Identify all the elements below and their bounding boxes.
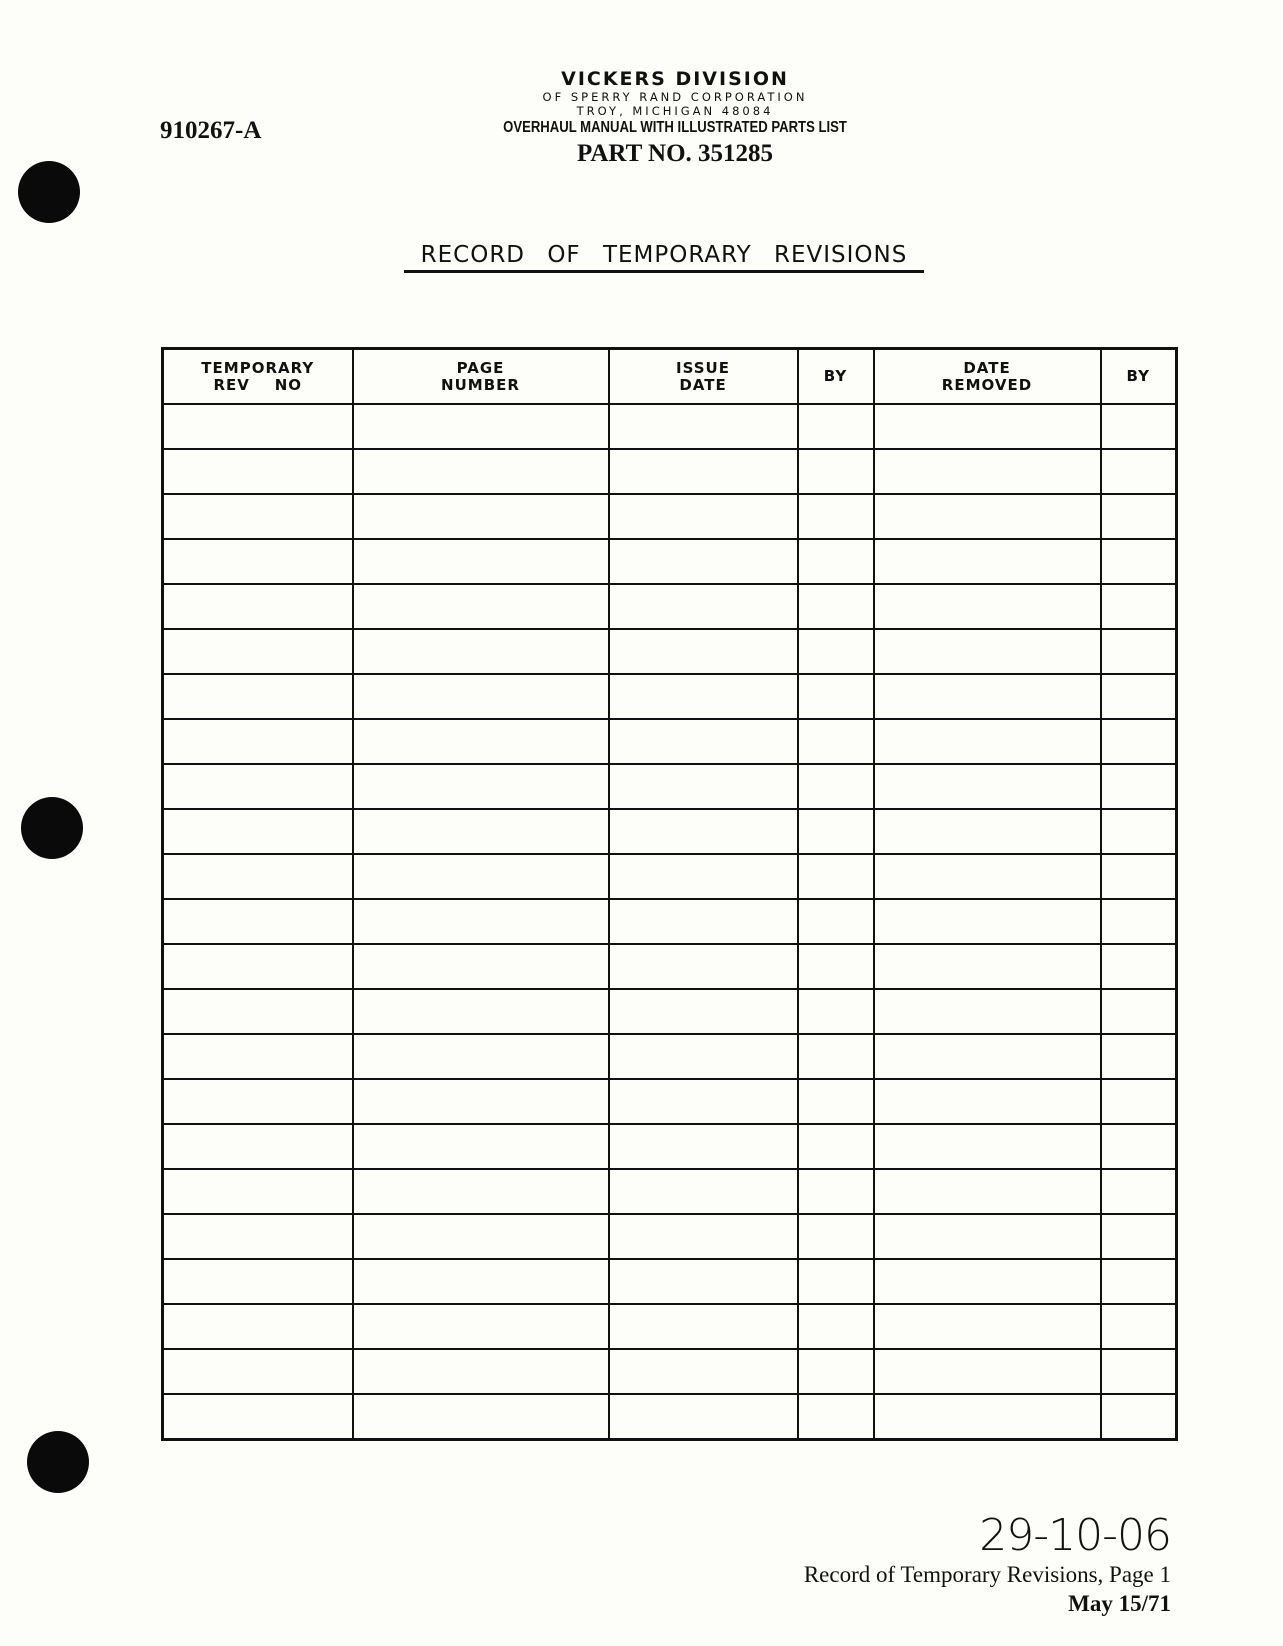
table-cell[interactable] [353,494,609,539]
table-cell[interactable] [798,449,874,494]
table-cell[interactable] [1101,584,1177,629]
table-cell[interactable] [874,629,1101,674]
table-cell[interactable] [798,1169,874,1214]
table-cell[interactable] [609,764,798,809]
table-cell[interactable] [798,1349,874,1394]
table-cell[interactable] [874,1304,1101,1349]
table-cell[interactable] [798,539,874,584]
table-cell[interactable] [353,674,609,719]
table-cell[interactable] [798,719,874,764]
table-cell[interactable] [609,674,798,719]
table-cell[interactable] [163,629,353,674]
table-cell[interactable] [163,1169,353,1214]
table-cell[interactable] [609,1079,798,1124]
table-cell[interactable] [1101,1349,1177,1394]
table-cell[interactable] [609,584,798,629]
table-cell[interactable] [609,1169,798,1214]
table-cell[interactable] [798,1304,874,1349]
table-cell[interactable] [163,1394,353,1440]
table-row [163,629,1177,674]
table-cell[interactable] [874,1124,1101,1169]
table-cell[interactable] [798,494,874,539]
table-cell[interactable] [163,404,353,449]
table-cell[interactable] [609,404,798,449]
table-cell[interactable] [874,449,1101,494]
table-cell[interactable] [353,629,609,674]
column-header-line1: BY [1126,367,1150,385]
table-row [163,494,1177,539]
table-row [163,1394,1177,1440]
column-header-line2: REV NO [213,375,303,394]
table-cell[interactable] [353,1034,609,1079]
table-cell[interactable] [163,719,353,764]
table-row [163,1214,1177,1259]
table-row [163,764,1177,809]
document-number: 910267-A [160,117,262,144]
table-row [163,809,1177,854]
table-cell[interactable] [1101,1169,1177,1214]
table-cell[interactable] [798,899,874,944]
table-cell[interactable] [353,809,609,854]
table-row [163,899,1177,944]
column-header [609,349,798,405]
table-cell[interactable] [609,1349,798,1394]
table-cell[interactable] [1101,1124,1177,1169]
table-row [163,584,1177,629]
table-cell[interactable] [874,674,1101,719]
table-cell[interactable] [798,809,874,854]
table-row [163,719,1177,764]
table-row [163,944,1177,989]
table-cell[interactable] [163,899,353,944]
table-row [163,1304,1177,1349]
table-cell[interactable] [874,1259,1101,1304]
table-row [163,1079,1177,1124]
table-cell[interactable] [163,809,353,854]
table-cell[interactable] [874,1169,1101,1214]
table-cell[interactable] [353,1124,609,1169]
table-cell[interactable] [163,1079,353,1124]
table-cell[interactable] [798,1259,874,1304]
table-cell[interactable] [609,944,798,989]
chapter-code: 29-10-06 [979,1510,1171,1561]
column-header-line1: BY [823,367,848,385]
table-cell[interactable] [874,899,1101,944]
table-cell[interactable] [1101,539,1177,584]
table-cell[interactable] [1101,899,1177,944]
table-cell[interactable] [874,944,1101,989]
table-cell[interactable] [353,449,609,494]
column-header-line1: TEMPORARY [201,358,315,377]
column-header-line1: PAGE [456,358,505,377]
table-cell[interactable] [874,719,1101,764]
table-cell[interactable] [163,1259,353,1304]
table-cell[interactable] [874,1349,1101,1394]
table-cell[interactable] [874,494,1101,539]
table-cell[interactable] [163,449,353,494]
table-cell[interactable] [1101,1034,1177,1079]
table-cell[interactable] [163,494,353,539]
table-cell[interactable] [353,1394,609,1440]
binder-hole-middle [21,797,83,859]
table-cell[interactable] [609,494,798,539]
table-cell[interactable] [353,1349,609,1394]
table-cell[interactable] [163,1214,353,1259]
table-cell[interactable] [798,404,874,449]
part-number: PART NO. 351285 [576,140,774,167]
table-row [163,1169,1177,1214]
table-cell[interactable] [874,404,1101,449]
table-cell[interactable] [1101,449,1177,494]
table-cell[interactable] [163,674,353,719]
column-header [163,349,353,405]
binder-hole-bottom [27,1431,89,1493]
column-header [874,349,1101,405]
table-row [163,449,1177,494]
table-cell[interactable] [1101,719,1177,764]
table-cell[interactable] [1101,1214,1177,1259]
table-cell[interactable] [874,1394,1101,1440]
table-cell[interactable] [353,764,609,809]
table-cell[interactable] [609,719,798,764]
table-cell[interactable] [163,1349,353,1394]
column-header-line1: DATE [963,358,1011,377]
table-cell[interactable] [609,1034,798,1079]
table-cell[interactable] [874,854,1101,899]
table-cell[interactable] [874,989,1101,1034]
manual-type: OVERHAUL MANUAL WITH ILLUSTRATED PARTS LIST [503,119,847,136]
table-cell[interactable] [609,629,798,674]
table-cell[interactable] [609,1394,798,1440]
table-cell[interactable] [1101,989,1177,1034]
table-cell[interactable] [353,539,609,584]
table-cell[interactable] [874,539,1101,584]
table-cell[interactable] [163,1304,353,1349]
table-cell[interactable] [874,764,1101,809]
table-cell[interactable] [798,1124,874,1169]
table-row [163,1124,1177,1169]
table-row [163,1349,1177,1394]
column-header-line2: REMOVED [941,375,1033,394]
table-row [163,1259,1177,1304]
table-header-row [163,349,1177,405]
table-cell[interactable] [1101,629,1177,674]
table-cell[interactable] [353,1214,609,1259]
table-cell[interactable] [1101,764,1177,809]
table-cell[interactable] [353,719,609,764]
table-cell[interactable] [874,1034,1101,1079]
table-cell[interactable] [1101,1394,1177,1440]
table-cell[interactable] [609,899,798,944]
table-cell[interactable] [609,1124,798,1169]
table-cell[interactable] [1101,674,1177,719]
table-cell[interactable] [1101,1079,1177,1124]
column-header-line1: ISSUE [676,358,730,377]
table-cell[interactable] [353,899,609,944]
revision-record-table [161,347,1178,1441]
table-cell[interactable] [798,1394,874,1440]
table-cell[interactable] [353,1079,609,1124]
table-cell[interactable] [1101,944,1177,989]
table-cell[interactable] [609,1259,798,1304]
table-cell[interactable] [798,764,874,809]
table-cell[interactable] [1101,854,1177,899]
table-cell[interactable] [609,1304,798,1349]
table-cell[interactable] [353,854,609,899]
table-cell[interactable] [798,989,874,1034]
table-cell[interactable] [353,944,609,989]
table-cell[interactable] [798,674,874,719]
table-cell[interactable] [609,539,798,584]
table-cell[interactable] [798,584,874,629]
table-cell[interactable] [1101,1259,1177,1304]
table-cell[interactable] [163,539,353,584]
table-cell[interactable] [609,989,798,1034]
table-cell[interactable] [874,1079,1101,1124]
table-row [163,854,1177,899]
table-cell[interactable] [1101,494,1177,539]
table-cell[interactable] [353,989,609,1034]
table-cell[interactable] [798,629,874,674]
table-row [163,989,1177,1034]
table-cell[interactable] [1101,809,1177,854]
company-location: TROY, MICHIGAN 48084 [576,104,774,118]
column-header [798,349,874,405]
column-header [353,349,609,405]
revision-date: May 15/71 [1068,1591,1171,1616]
company-name: VICKERS DIVISION [561,68,789,90]
column-header-line2: DATE [679,375,727,394]
table-cell[interactable] [353,404,609,449]
table-cell[interactable] [874,584,1101,629]
binder-hole-top [18,161,80,223]
parent-company: OF SPERRY RAND CORPORATION [542,90,808,104]
table-cell[interactable] [798,1034,874,1079]
table-cell[interactable] [1101,404,1177,449]
table-cell[interactable] [609,449,798,494]
table-row [163,1034,1177,1079]
table-row [163,404,1177,449]
table-cell[interactable] [609,854,798,899]
page-title: RECORD OF TEMPORARY REVISIONS [404,242,924,273]
column-header-line2: NUMBER [441,375,520,394]
table-row [163,674,1177,719]
table-cell[interactable] [798,1214,874,1259]
table-cell[interactable] [163,1124,353,1169]
table-cell[interactable] [163,989,353,1034]
table-cell[interactable] [609,809,798,854]
table-cell[interactable] [353,1169,609,1214]
table-cell[interactable] [353,1304,609,1349]
table-cell[interactable] [874,1214,1101,1259]
table-cell[interactable] [163,1034,353,1079]
table-row [163,539,1177,584]
table-cell[interactable] [798,944,874,989]
table-cell[interactable] [798,1079,874,1124]
column-header [1101,349,1177,405]
table-cell[interactable] [798,854,874,899]
table-cell[interactable] [353,584,609,629]
table-cell[interactable] [163,764,353,809]
table-cell[interactable] [1101,1304,1177,1349]
table-cell[interactable] [163,584,353,629]
page-label: Record of Temporary Revisions, Page 1 [803,1562,1171,1587]
table-cell[interactable] [163,854,353,899]
table-cell[interactable] [609,1214,798,1259]
table-cell[interactable] [353,1259,609,1304]
table-cell[interactable] [163,944,353,989]
table-cell[interactable] [874,809,1101,854]
